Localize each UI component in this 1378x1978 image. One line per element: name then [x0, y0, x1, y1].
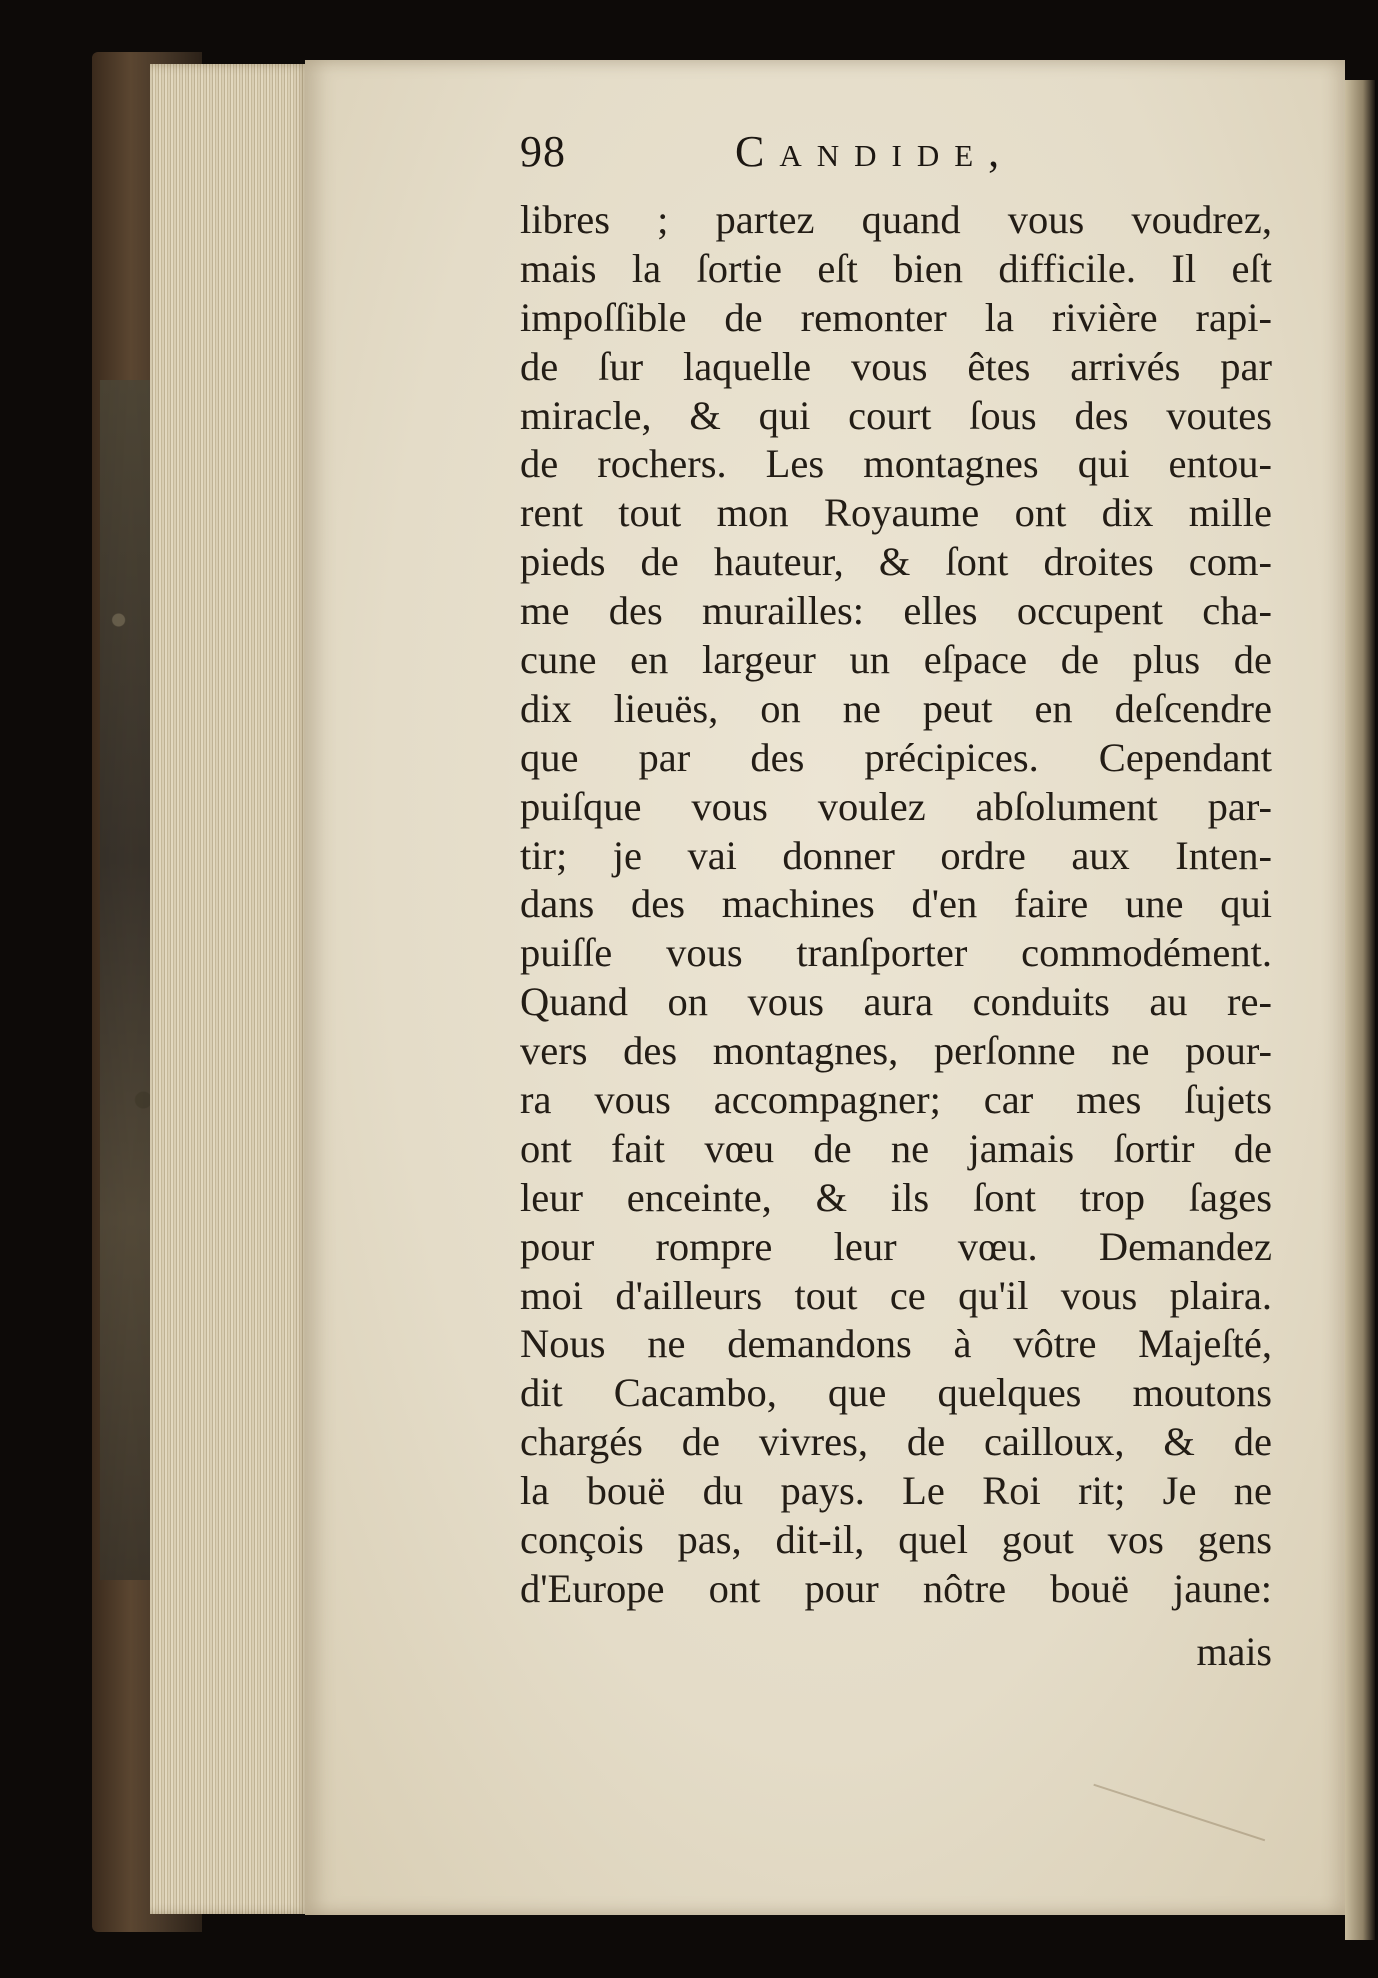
text-line: miracle, & qui court ſous des voutes	[520, 392, 1272, 438]
text-line: ra vous accompagner; car mes ſujets	[520, 1077, 1272, 1123]
text-line: me des murailles: elles occupent cha-	[520, 588, 1272, 634]
text-line: Quand on vous aura conduits au re-	[520, 979, 1272, 1025]
page-edges	[150, 64, 310, 1914]
text-line: tir; je vai donner ordre aux Inten-	[520, 832, 1272, 878]
text-line: cune en largeur un eſpace de plus de	[520, 637, 1272, 683]
text-line: Nous ne demandons à vôtre Majeſté,	[520, 1321, 1272, 1367]
text-line: de rochers. Les montagnes qui entou-	[520, 441, 1272, 487]
text-line: que par des précipices. Cependant	[520, 734, 1272, 780]
text-line: moi d'ailleurs tout ce qu'il vous plaira.	[520, 1272, 1272, 1318]
page-number: 98	[520, 127, 566, 176]
page-header	[520, 126, 1080, 186]
text-line: libres ; partez quand vous voudrez,	[520, 197, 1272, 242]
text-line: rent tout mon Royaume ont dix mille	[520, 490, 1272, 536]
text-line: mais la ſortie eſt bien difficile. Il eſt	[520, 245, 1272, 291]
text-line: pieds de hauteur, & ſont droites com-	[520, 539, 1272, 585]
text-line: dans des machines d'en faire une qui	[520, 881, 1272, 927]
text-line: leur enceinte, & ils ſont trop ſages	[520, 1174, 1272, 1220]
text-line: de ſur laquelle vous êtes arrivés par	[520, 343, 1272, 389]
catchword: mais	[1196, 1629, 1272, 1674]
text-line: pour rompre leur vœu. Demandez	[520, 1223, 1272, 1269]
text-line: la bouë du pays. Le Roi rit; Je ne	[520, 1468, 1272, 1514]
text-line: dix lieuës, on ne peut en deſcendre	[520, 685, 1272, 731]
text-line: conçois pas, dit-il, quel gout vos gens	[520, 1517, 1272, 1563]
text-line: puiſque vous voulez abſolument par-	[520, 783, 1272, 829]
text-line: vers des montagnes, perſonne ne pour-	[520, 1028, 1272, 1074]
text-line: ont fait vœu de ne jamais ſortir de	[520, 1125, 1272, 1171]
text-line: puiſſe vous tranſporter commodément.	[520, 930, 1272, 976]
text-line: dit Cacambo, que quelques moutons	[520, 1370, 1272, 1416]
running-title: Candide,	[735, 127, 1015, 176]
text-line: impoſſible de remonter la rivière rapi-	[520, 294, 1272, 340]
page-body	[520, 196, 1272, 1614]
text-line: d'Europe ont pour nôtre bouë jaune:	[520, 1565, 1272, 1611]
text-line: chargés de vivres, de cailloux, & de	[520, 1419, 1272, 1465]
facing-page-edge	[1345, 80, 1375, 1940]
